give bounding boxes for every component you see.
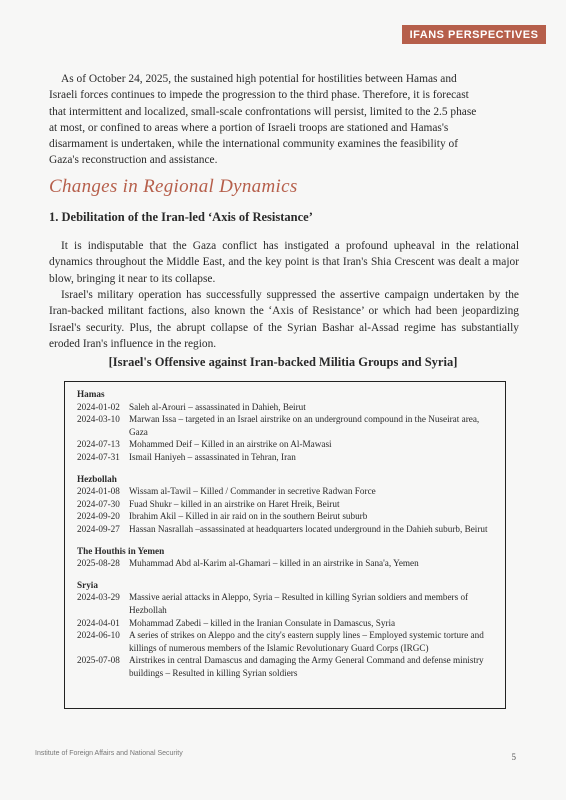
event-text: Airstrikes in central Damascus and damaging the Army General Command and defense ministry buildings – Resulted in killing Syrian soldiers [129, 655, 484, 678]
page-number: 5 [511, 752, 516, 762]
event-date: 2024-03-10 [77, 414, 120, 425]
event-text: Muhammad Abd al-Karim al-Ghamari – killed in an airstrike in Sana'a, Yemen [129, 558, 419, 569]
event-text: Mohammad Zabedi – killed in the Iranian Consulate in Damascus, Syria [129, 617, 396, 628]
timeline-row [77, 591, 499, 616]
event-date: 2024-03-29 [77, 592, 120, 603]
intro-line: As of October 24, 2025, the sustained high potential for hostilities between Hamas and [61, 73, 457, 85]
event-text: Saleh al-Arouri – assassinated in Dahieh, Beirut [129, 401, 306, 412]
timeline-row [77, 557, 499, 570]
event-text: Massive aerial attacks in Aleppo, Syria – Resulted in killing Syrian soldiers and members of Hezbollah [129, 592, 469, 615]
event-date: 2024-04-01 [77, 617, 120, 628]
event-text: Marwan Issa – targeted in an Israel airstrike on an underground compound in the Nuseirat area, Gaza [129, 414, 480, 437]
box-title: [Israel's Offensive against Iran-backed Militia Groups and Syria] [108, 355, 458, 369]
event-text: Wissam al-Tawil – Killed / Commander in secretive Radwan Force [129, 486, 376, 497]
intro-line: Israeli forces continues to impede the progression to the third phase. Therefore, it is forecast [49, 89, 469, 102]
timeline-row [77, 438, 499, 451]
intro-line: at most, or confined to areas where a portion of Israeli troops are stationed and Hamas's [49, 121, 449, 134]
event-date: 2024-07-31 [77, 451, 120, 462]
event-date: 2024-01-02 [77, 401, 120, 412]
event-date: 2025-07-08 [77, 655, 120, 666]
timeline-row [77, 451, 499, 464]
intro-paragraph [49, 71, 519, 169]
timeline-row [77, 485, 499, 498]
event-date: 2024-07-30 [77, 498, 120, 509]
group-heading-hezbollah: Hezbollah [77, 473, 117, 484]
event-date: 2024-09-20 [77, 511, 120, 522]
event-date: 2024-09-27 [77, 523, 120, 534]
offensive-timeline-box [64, 381, 506, 709]
event-text: A series of strikes on Aleppo and the city's eastern supply lines – Employed systemic torture and killings of numerous members of the Islamic Revolutionary Guard Corps (IRGC) [129, 630, 484, 653]
event-text: Ibrahim Akil – Killed in air raid on in the southern Beirut suburb [129, 511, 368, 522]
intro-line: disarmament is undertaken, while the international community examines the feasibility of [49, 138, 459, 151]
paragraph-israel-operation: Israel's military operation has successfully suppressed the assertive campaign undertaken by the Iran-backed militant factions, also known the ‘Axis of Resistance’ or which had been jeopardizing Israel's security. Plus, the abrupt collapse of the Syrian Bashar al-Assad regime has substantially eroded Iran's influence in the region. [49, 289, 519, 350]
paragraph-gaza-conflict: It is indisputable that the Gaza conflict has instigated a profound upheaval in the relational dynamics throughout the Middle East, and the key point is that Iran's Shia Crescent was dealt a major blow, bringing it near to its collapse. [49, 240, 519, 285]
event-text: Mohammed Deif – Killed in an airstrike on Al-Mawasi [129, 439, 332, 450]
timeline-row [77, 401, 499, 414]
timeline-row [77, 523, 499, 536]
event-date: 2024-07-13 [77, 439, 120, 450]
header-badge: IFANS PERSPECTIVES [402, 25, 546, 44]
timeline-row [77, 629, 499, 654]
footer-institute: Institute of Foreign Affairs and National Security [35, 750, 183, 757]
timeline-row [77, 654, 499, 679]
event-text: Ismail Haniyeh – assassinated in Tehran, Iran [129, 451, 296, 462]
intro-line: Gaza's reconstruction and assistance. [49, 154, 218, 167]
event-date: 2025-08-28 [77, 558, 120, 569]
event-text: Fuad Shukr – killed in an airstrike on Haret Hreik, Beirut [129, 498, 340, 509]
timeline-row [77, 510, 499, 523]
intro-line: that intermittent and localized, small-scale confrontations will persist, limited to the 2.5 phase [49, 105, 477, 118]
group-heading-syria: Sryia [77, 579, 98, 590]
timeline-row [77, 617, 499, 630]
group-heading-houthis: The Houthis in Yemen [77, 545, 165, 556]
group-heading-hamas: Hamas [77, 389, 105, 399]
timeline-row [77, 413, 499, 438]
section-title: Changes in Regional Dynamics [49, 176, 298, 197]
event-date: 2024-06-10 [77, 630, 120, 641]
event-text: Hassan Nasrallah –assassinated at headquarters located underground in the Dahieh suburb, Beirut [129, 523, 488, 534]
timeline-row [77, 498, 499, 511]
subsection-title: 1. Debilitation of the Iran-led ‘Axis of Resistance’ [49, 210, 313, 224]
event-date: 2024-01-08 [77, 486, 120, 497]
